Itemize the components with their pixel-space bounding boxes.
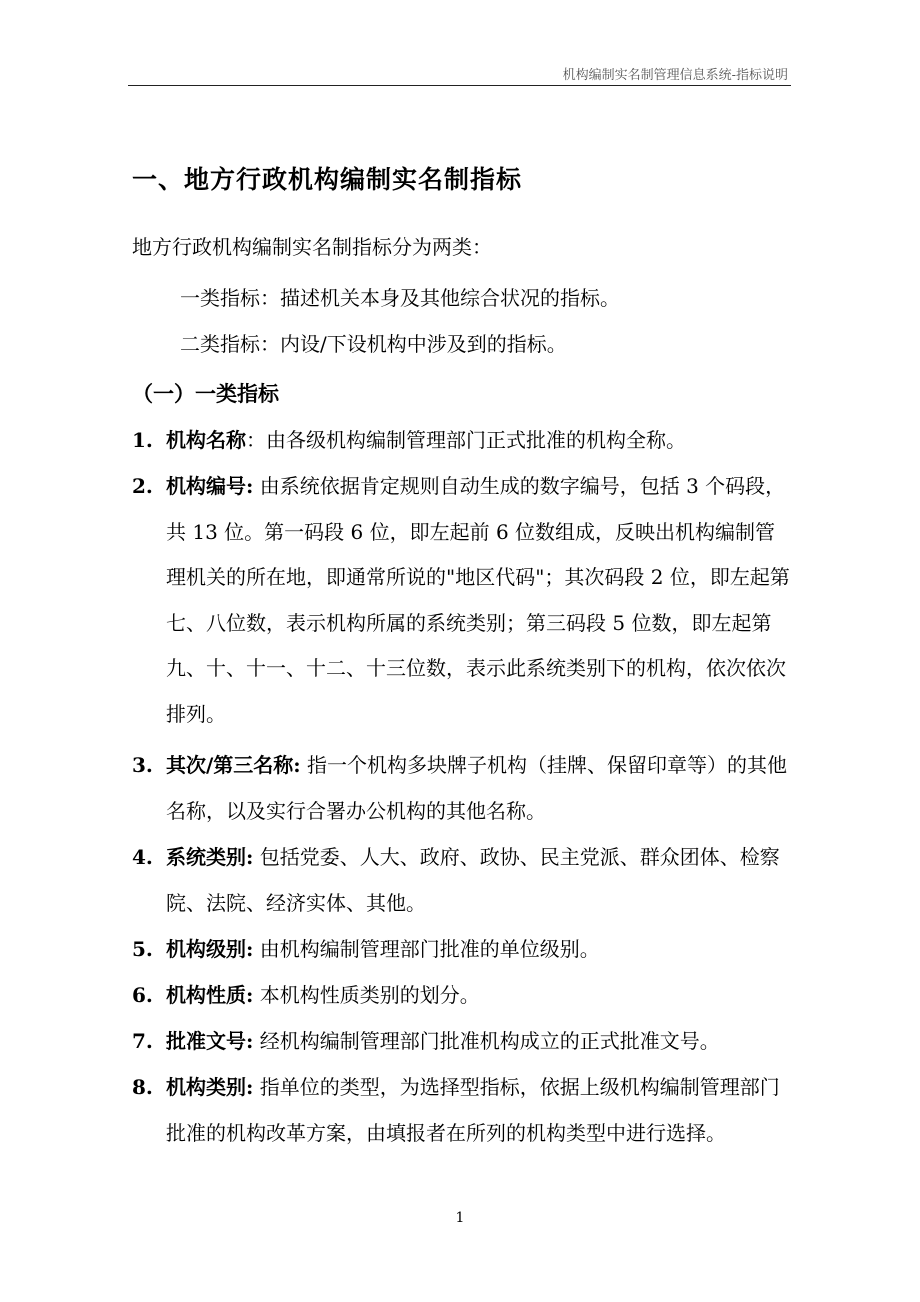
list-item — [132, 1065, 792, 1156]
item-term: 批准文号: — [166, 1029, 254, 1053]
list-item — [132, 1019, 792, 1065]
item-term: 机构名称 — [166, 428, 246, 452]
item-term: 机构类别: — [166, 1075, 254, 1099]
item-term: 机构性质: — [166, 983, 254, 1007]
item-text: 经机构编制管理部门批准机构成立的正式批准文号。 — [253, 1029, 720, 1053]
section-heading: 一、地方行政机构编制实名制指标 — [132, 165, 523, 194]
list-item — [132, 835, 792, 926]
class-two-line: 二类指标：内设/下设机构中涉及到的指标。 — [180, 332, 567, 356]
running-header: 机构编制实名制管理信息系统-指标说明 — [562, 68, 788, 83]
item-number: 7. — [132, 1029, 153, 1053]
item-number: 4. — [132, 845, 153, 869]
list-item — [132, 973, 792, 1019]
item-number: 5. — [132, 937, 153, 961]
item-number: 8. — [132, 1075, 153, 1099]
list-item — [132, 418, 792, 464]
class-one-line: 一类指标：描述机关本身及其他综合状况的指标。 — [180, 286, 620, 310]
item-number: 1. — [132, 428, 153, 452]
item-term: 机构编号: — [166, 474, 254, 498]
item-number: 3. — [132, 753, 153, 777]
header-rule — [128, 85, 791, 86]
item-text: 本机构性质类别的划分。 — [253, 983, 480, 1007]
item-text: 由系统依据肯定规则自动生成的数字编号，包括 3 个码段，共 13 位。第一码段 6 位，即左起前 6 位数组成，反映出机构编制管理机关的所在地，即通常所说的"地区代码"；其次码段 2 位，即左起第七、八位数，表示机构所属的系统类别；第三码段 5 位数，即左起第九、十、十一、十二、十三位数，表示此系统类别下的机构，依次依次排列。 — [166, 474, 790, 726]
item-number: 6. — [132, 983, 153, 1007]
subsection-heading: （一）一类指标 — [132, 381, 279, 406]
list-item — [132, 927, 792, 973]
item-term: 系统类别: — [166, 845, 254, 869]
item-term: 其次/第三名称: — [166, 753, 301, 777]
item-text: 由机构编制管理部门批准的单位级别。 — [253, 937, 600, 961]
item-term: 机构级别: — [166, 937, 254, 961]
list-item — [132, 464, 792, 737]
list-item — [132, 743, 792, 834]
item-text: 指单位的类型，为选择型指标，依据上级机构编制管理部门批准的机构改革方案，由填报者在所列的机构类型中进行选择。 — [166, 1075, 780, 1145]
page-number: 1 — [455, 1210, 465, 1226]
intro-paragraph: 地方行政机构编制实名制指标分为两类： — [132, 235, 492, 259]
item-number: 2. — [132, 474, 153, 498]
item-text: ：由各级机构编制管理部门正式批准的机构全称。 — [246, 428, 686, 452]
item-text: 指一个机构多块牌子机构（挂牌、保留印章等）的其他名称，以及实行合署办公机构的其他名称。 — [166, 753, 788, 823]
item-text: 包括党委、人大、政府、政协、民主党派、群众团体、检察院、法院、经济实体、其他。 — [166, 845, 780, 915]
